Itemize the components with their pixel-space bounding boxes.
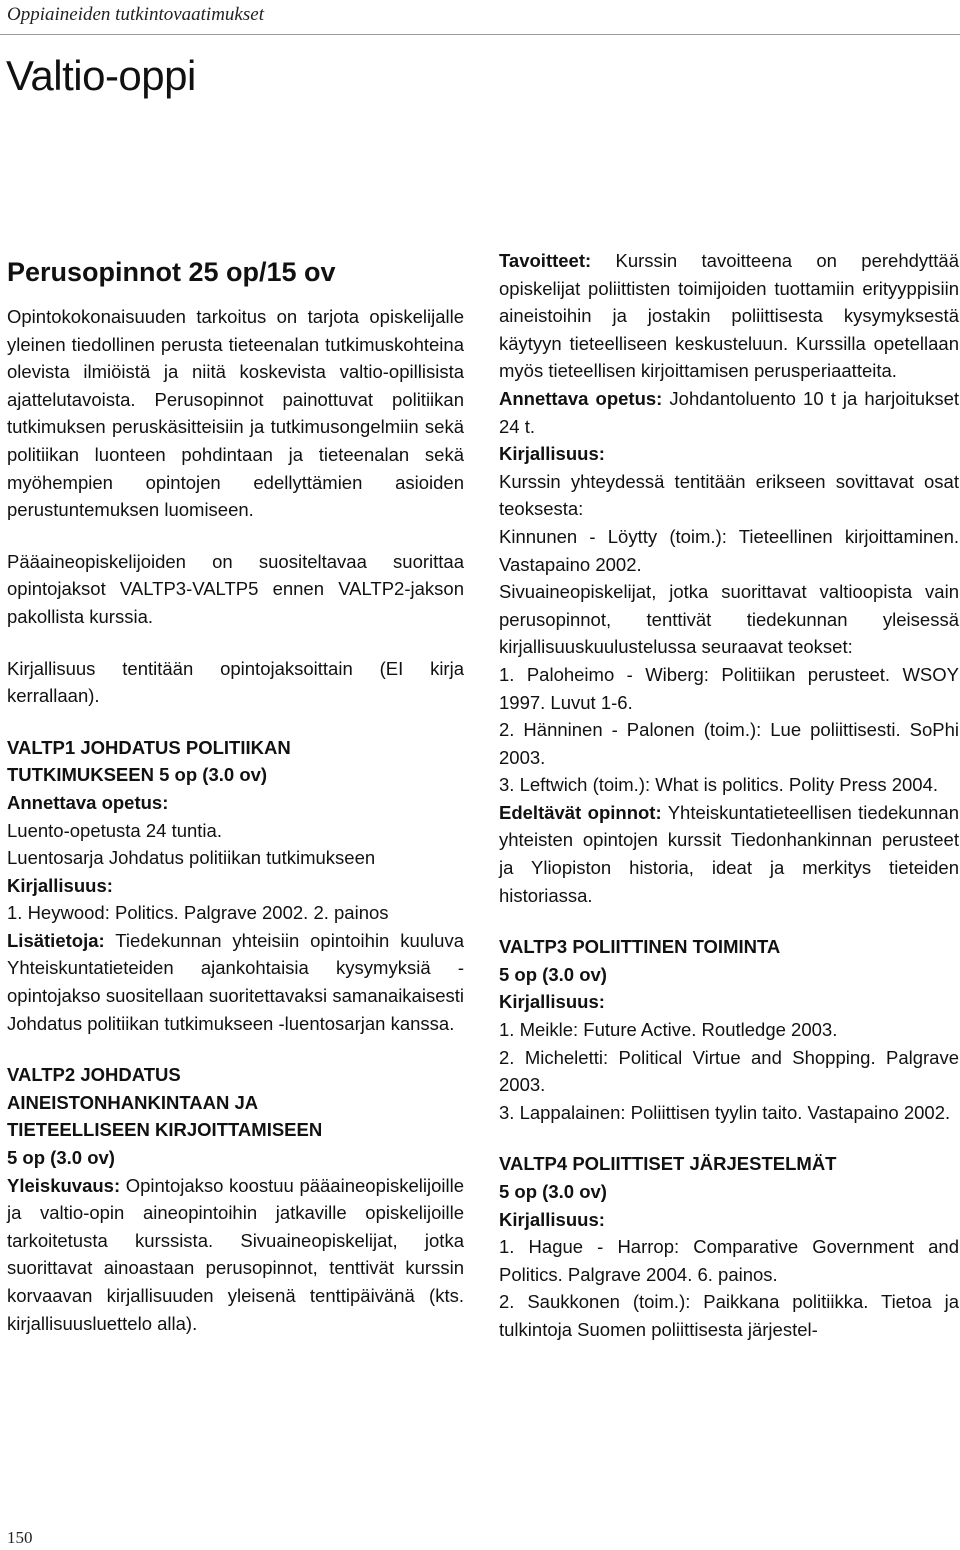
- literature-label: Kirjallisuus:: [7, 874, 113, 896]
- goals-label: Tavoitteet:: [499, 250, 592, 271]
- teaching-label: Annettava opetus:: [7, 791, 169, 813]
- book-item: 2. Micheletti: Political Virtue and Shopping. Palgrave 2003.: [499, 1046, 959, 1096]
- left-column: [7, 248, 464, 1337]
- course-title: VALTP1 JOHDATUS POLITIIKAN TUTKIMUKSEEN 5 op (3.0 ov): [7, 736, 291, 786]
- recommendation-paragraph: Pääaineopiskelijoiden on suositeltavaa suorittaa opintojaksot VALTP3-VALTP5 ennen VALTP2-jakson pakollista kurssia.: [7, 550, 464, 627]
- page-number: 150: [7, 1528, 33, 1547]
- book-item: 3. Lappalainen: Poliittisen tyylin taito. Vastapaino 2002.: [499, 1101, 951, 1123]
- course-title: VALTP3 POLIITTINEN TOIMINTA: [499, 936, 781, 958]
- teaching-text: Luento-opetusta 24 tuntia.: [7, 819, 222, 841]
- course-valtp3: [499, 933, 959, 1126]
- additional-info: Lisätietoja: Tiedekunnan yhteisiin opintoihin kuuluva Yhteiskuntatieteiden ajankohtaisia kysymyksiä -opintojakso suositellaan suoritettavaksi samanaikaisesti Johdatus politiikan tutkimukseen -luentosarjan kanssa.: [7, 929, 464, 1034]
- prerequisites-label: Edeltävät opinnot:: [499, 801, 662, 823]
- prerequisites: Edeltävät opinnot: Yhteiskuntatieteellisen tiedekunnan yhteisten opintojen kurssit Tiedonhankinnan perusteet ja Yliopiston historia, ideat ja merkitys tieteiden historiassa.: [499, 801, 959, 906]
- literature-note: Kirjallisuus tentitään opintojaksoittain (EI kirja kerrallaan).: [7, 657, 464, 707]
- literature-label: Kirjallisuus:: [499, 991, 605, 1013]
- literature-label: Kirjallisuus:: [499, 443, 605, 465]
- teaching-text-2: Luentosarja Johdatus politiikan tutkimukseen: [7, 847, 376, 869]
- course-credits: 5 op (3.0 ov): [499, 1181, 607, 1202]
- intro-paragraph: Opintokokonaisuuden tarkoitus on tarjota opiskelijalle yleinen tiedollinen perusta tieteenalan tutkimuskohteina olevista ilmiöistä ja niitä koskevista valtio-opillisista ajattelutavoista. Perusopinnot painottuvat politiikan tutkimuksen peruskäsitteisiin ja tutkimusongelmiin sekä politiikan luonteen pohdintaan ja tieteenalan sekä myöhempien opintojen edellyttämien asioiden perustuntemuksen luomiseen.: [7, 306, 464, 521]
- literature-item: 1. Heywood: Politics. Palgrave 2002. 2. painos: [7, 902, 389, 924]
- book-item: 1. Meikle: Future Active. Routledge 2003.: [499, 1019, 838, 1041]
- right-column: [499, 247, 959, 1344]
- page-title: Valtio-oppi: [6, 52, 196, 99]
- course-credits: 5 op (3.0 ov): [7, 1147, 115, 1169]
- book-item: 1. Hague - Harrop: Comparative Government and Politics. Palgrave 2004. 6. painos.: [499, 1236, 959, 1285]
- literature-label: Kirjallisuus:: [499, 1208, 605, 1230]
- book-item: 2. Hänninen - Palonen (toim.): Lue poliittisesti. SoPhi 2003.: [499, 719, 959, 768]
- course-valtp2: [7, 1061, 464, 1337]
- goals: Tavoitteet: Kurssin tavoitteena on perehdyttää opiskelijat poliittisten toimijoiden tuottamiin erityyppisiin aineistoihin ja jostakin poliittisesta kysymyksestä käytyyn tieteelliseen keskusteluun. Kurssilla opetellaan myös tieteellisen kirjoittamisen perusperiaatteita.: [499, 250, 959, 382]
- minor-students-text: Sivuaineopiskelijat, jotka suorittavat valtioopista vain perusopinnot, tenttivät tiedekunnan yleisessä kirjallisuuskuulustelussa seuraavat teokset:: [499, 581, 959, 658]
- running-head: Oppiaineiden tutkintovaatimukset: [7, 4, 264, 25]
- additional-label: Lisätietoja:: [7, 929, 105, 951]
- course-title: VALTP4 POLIITTISET JÄRJESTELMÄT: [499, 1153, 837, 1175]
- course-valtp1: [7, 734, 464, 1038]
- book-item: 3. Leftwich (toim.): What is politics. Polity Press 2004.: [499, 774, 939, 796]
- course-valtp4: [499, 1150, 959, 1343]
- book-item: 1. Paloheimo - Wiberg: Politiikan perusteet. WSOY 1997. Luvut 1-6.: [499, 663, 959, 713]
- overview: Yleiskuvaus: Opintojakso koostuu pääaineopiskelijoille ja valtio-opin aineopintoihin jatkaville opiskelijoille tarkoitetusta kurssista. Sivuaineopiskelijat, jotka suorittavat ainoastaan perusopinnot, tenttivät kurssin korvaavan kirjallisuuden yleisenä tenttipäivänä (kts. kirjallisuusluettelo alla).: [7, 1174, 464, 1334]
- overview-label: Yleiskuvaus:: [7, 1174, 121, 1196]
- course-title: VALTP2 JOHDATUS AINEISTONHANKINTAAN JA TIETEELLISEEN KIRJOITTAMISEEN 5 op (3.0 ov): [7, 1061, 464, 1171]
- teaching-label: Annettava opetus:: [499, 387, 663, 409]
- literature-book: Kinnunen - Löytty (toim.): Tieteellinen kirjoittaminen. Vastapaino 2002.: [499, 525, 959, 575]
- section-title: Perusopinnot 25 op/15 ov: [7, 257, 336, 287]
- header-divider: [0, 34, 960, 35]
- book-item: 2. Saukkonen (toim.): Paikkana politiikka. Tietoa ja tulkintoja Suomen poliittisesta järjestel-: [499, 1291, 959, 1340]
- course-credits: 5 op (3.0 ov): [159, 764, 268, 786]
- literature-text: Kurssin yhteydessä tentitään erikseen sovittavat osat teoksesta:: [499, 470, 959, 520]
- course-credits: 5 op (3.0 ov): [499, 963, 607, 985]
- teaching: Annettava opetus: Johdantoluento 10 t ja harjoitukset 24 t.: [499, 387, 960, 437]
